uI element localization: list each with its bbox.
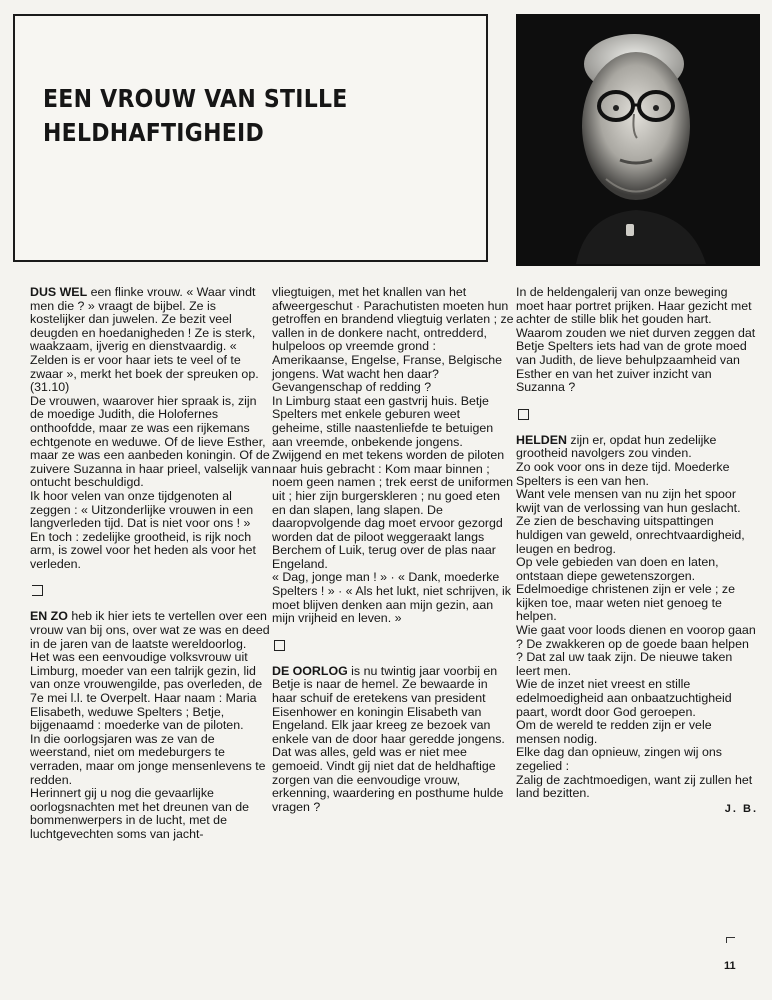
paragraph: DUS WEL een flinke vrouw. « Waar vindt men die ? » vraagt de bijbel. Ze is kostelijker dan juwelen. Ze bezit veel deugden en hoedanigheden ! Ze is sterk, waakzaam, ijverig en dienstvaardig. « Zelden is er voor haar iets te veel of te zwaar », merkt het boek der spreuken op. (31.10) — [30, 285, 259, 395]
paragraph: Elke dag dan opnieuw, zingen wij ons zegelied : — [516, 745, 722, 773]
portrait-image — [516, 14, 760, 266]
paragraph: Zo ook voor ons in deze tijd. Moederke Spelters is een van hen. — [516, 459, 730, 488]
paragraph: vliegtuigen, met het knallen van het afweergeschut · Parachutisten moeten hun getroffen en brandend vliegtuig verlaten ; ze vallen in de donkere nacht, ontredderd, hulpeloos op vreemde grond : Amerikaanse, Engelse, Franse, Belgische jongens. Wat wacht hen daar? Gevangenschap of redding ? — [272, 285, 514, 395]
paragraph: Zwijgend en met tekens worden de piloten naar huis gebracht : Kom maar binnen ; noem geen namen ; trek eerst de uniformen uit ; hier zijn burgerskleren ; nu goed eten en dan slapen, lang slapen. De daaropvolgende dag moet ervoor gezorgd worden dat de piloot weggeraakt langs Berchem of Luik, terug over de plas naar Engeland. — [272, 448, 514, 571]
end-mark-icon — [726, 937, 735, 943]
title-box — [13, 14, 488, 262]
section-marker-icon — [518, 409, 529, 420]
paragraph: Om de wereld te redden zijn er vele mensen nodig. — [516, 718, 712, 746]
paragraph: HELDEN zijn er, opdat hun zedelijke grootheid navolgers zou vinden. — [516, 432, 717, 461]
article-title — [43, 82, 348, 150]
paragraph: Herinnert gij u nog die gevaarlijke oorlogsnachten met het dreunen van de bommenwerpers in de lucht, met de luchtgevechten soms van jacht- — [30, 786, 250, 841]
paragraph: Ik hoor velen van onze tijdgenoten al zeggen : « Uitzonderlijke vrouwen in een langverleden tijd. Dat is niet voor ons ! » — [30, 488, 254, 531]
paragraph: In de heldengalerij van onze beweging moet haar portret prijken. Haar gezicht met achter de stille blik het gouden hart. Waarom zouden we niet durven zeggen dat Betje Spelters iets had van de grote moed van Judith, de lieve behulpzaamheid van Esther en van het zuiver inzicht van Suzanna ? — [516, 285, 756, 395]
title-line-1: EEN VROUW VAN STILLE — [43, 84, 348, 113]
column-3 — [516, 286, 758, 816]
section-marker-icon — [32, 585, 43, 596]
paragraph: Zalig de zachtmoedigen, want zij zullen het land bezitten. — [516, 772, 753, 801]
paragraph: Wie gaat voor loods dienen en voorop gaan ? De zwakkeren op de goede baan helpen ? Dat zal uw taak zijn. De nieuwe taken leert men. — [516, 623, 756, 678]
column-1 — [30, 286, 272, 842]
paragraph: EN ZO heb ik hier iets te vertellen over een vrouw van bij ons, over wat ze was en deed in de jaren van de laatste wereldoorlog. — [30, 609, 270, 651]
author-signature: J. B. — [724, 802, 758, 815]
paragraph: « Dag, jonge man ! » · « Dank, moederke Spelters ! » · « Als het lukt, niet schrijven, ik moet blijven denken aan mijn gezin, aan mijn vrijheid en leven. » — [272, 570, 511, 626]
paragraph: In Limburg staat een gastvrij huis. Betje Spelters met enkele geburen weet geheime, stille naastenliefde te betuigen aan vreemde, onbekende jongens. — [272, 393, 494, 449]
paragraph: Want vele mensen van nu zijn het spoor kwijt van de verlossing van hun geslacht. Ze zien de beschaving uitspattingen huldigen van geweld, onrechtvaardigheid, leugen en bedrog. — [516, 487, 745, 556]
paragraph: Het was een eenvoudige volksvrouw uit Limburg, moeder van een talrijk gezin, lid van onze vrouwengilde, pas overleden, de 7e mei l.l. te Overpelt. Haar naam : Maria Elisabeth, weduwe Spelters ; Betje, bijgenaamd : moederke van de piloten. — [30, 650, 263, 733]
paragraph: Wie de inzet niet vreest en stille edelmoedigheid aan onbaatzuchtigheid paart, wordt door God geroepen. — [516, 677, 732, 719]
paragraph: In die oorlogsjaren was ze van de weerstand, niet om medeburgers te verraden, maar om jonge mensenlevens te redden. — [30, 731, 266, 787]
lead-word: DUS WEL — [30, 285, 88, 299]
lead-word: EN ZO — [30, 609, 68, 624]
column-2 — [272, 286, 514, 814]
paragraph: De vrouwen, waarover hier spraak is, zijn de moedige Judith, die Holofernes onthoofdde, maar ze was een rijkemans echtgenote en weduwe. Of de lieve Esther, maar ze was een aanbeden koningin. Of de zuivere Suzanna in haar prieel, valselijk van ontucht beschuldigd. — [30, 393, 272, 490]
section-marker-icon — [274, 640, 285, 651]
title-line-2: HELDHAFTIGHEID — [43, 118, 265, 147]
paragraph: Op vele gebieden van doen en laten, ontstaan diepe gewetenszorgen. — [516, 555, 719, 583]
page-number: 11 — [724, 960, 736, 972]
paragraph: DE OORLOG is nu twintig jaar voorbij en Betje is naar de hemel. Ze bewaarde in haar schuif de eretekens van president Eisenhower en koningin Elisabeth van Engeland. Elk jaar kreeg ze bezoek van enkele van de door haar geredde jongens. Dat was alles, geld was er niet mee gemoeid. Vindt gij niet dat de heldhaftige zorgen van die eenvoudige vrouw, erkenning, waardering en posthume hulde vragen ? — [272, 663, 505, 814]
lead-word: DE OORLOG — [272, 663, 348, 678]
lead-word: HELDEN — [516, 432, 567, 447]
portrait-photo — [516, 14, 760, 266]
paragraph: Edelmoedige christenen zijn er vele ; ze kijken toe, maar weten niet genoeg te helpen. — [516, 582, 736, 624]
paragraph: En toch : zedelijke grootheid, is rijk noch arm, is zowel voor het heden als voor het verleden. — [30, 529, 256, 571]
